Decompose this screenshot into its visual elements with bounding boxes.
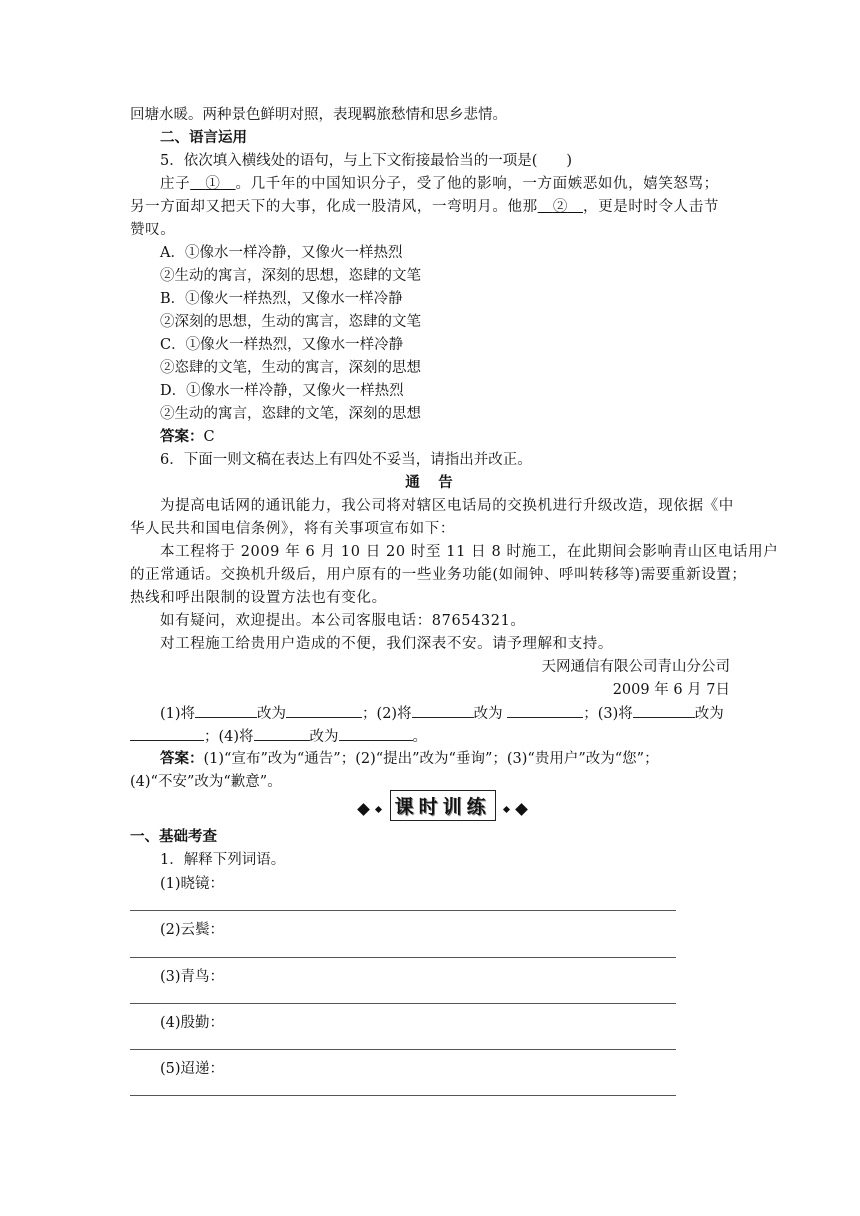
q5-passage-text: 。几千年的中国知识分子，受了他的影响，一方面嫉恶如仇，嬉笑怒骂； bbox=[235, 176, 719, 192]
answer-text: (1)“宣布”改为“通告”；(2)“提出”改为“垂询”；(3)“贵用户”改为“您”； bbox=[203, 751, 659, 767]
q5-option-c1: C．①像火一样热烈，又像水一样冷静 bbox=[160, 337, 404, 353]
section-heading-basic: 一、基础考查 bbox=[130, 828, 217, 845]
q5-passage-line-1 bbox=[160, 173, 719, 195]
q5-answer bbox=[160, 426, 215, 448]
answer-label: 答案： bbox=[160, 750, 204, 767]
q1-item-1: (1)晓镜： bbox=[160, 876, 225, 892]
q6-answer-line-2: (4)“不安”改为“歉意”。 bbox=[130, 774, 282, 790]
section-banner bbox=[0, 790, 860, 820]
fill-blank[interactable] bbox=[412, 702, 474, 718]
q5-option-d2: ②生动的寓言，恣肆的文笔，深刻的思想 bbox=[160, 406, 421, 422]
fill-blank[interactable] bbox=[195, 702, 257, 718]
q5-passage-line-2 bbox=[130, 196, 719, 218]
q5-option-a1: A．①像水一样冷静，又像火一样热烈 bbox=[160, 245, 403, 261]
q1-stem: 1．解释下列词语。 bbox=[160, 852, 286, 868]
answer-rule[interactable] bbox=[130, 1049, 676, 1050]
q5-blank-2: ② bbox=[552, 199, 568, 215]
diamond-icon bbox=[503, 805, 510, 812]
diamond-icon bbox=[515, 803, 528, 816]
notice-line-5: 热线和呼出限制的设置方法也有变化。 bbox=[130, 590, 387, 606]
answer-value: C bbox=[203, 429, 215, 445]
q5-option-b1: B．①像火一样热烈，又像水一样冷静 bbox=[160, 291, 403, 307]
q5-option-b2: ②深刻的思想，生动的寓言，恣肆的文笔 bbox=[160, 314, 421, 330]
q1-item-2: (2)云鬓： bbox=[160, 922, 225, 938]
answer-rule[interactable] bbox=[130, 1003, 676, 1004]
q6-fill-line-2: ；(4)将 改为 。 bbox=[130, 725, 427, 748]
q6-answer-line-1 bbox=[160, 748, 659, 770]
answer-rule[interactable] bbox=[130, 1095, 676, 1096]
notice-signature: 天网通信有限公司青山分公司 bbox=[541, 659, 730, 675]
q5-option-c2: ②恣肆的文笔，生动的寓言，深刻的思想 bbox=[160, 360, 421, 376]
notice-date: 2009 年 6 月 7日 bbox=[612, 682, 730, 698]
fill-blank[interactable] bbox=[339, 725, 413, 741]
q1-item-4: (4)殷勤： bbox=[160, 1015, 225, 1031]
q5-option-d1: D．①像水一样冷静，又像火一样热烈 bbox=[160, 383, 404, 399]
section-heading-language: 二、语言运用 bbox=[160, 129, 247, 146]
q6-fill-line-1: (1)将 改为 ；(2)将 改为 ；(3)将 改为 bbox=[160, 702, 724, 725]
answer-rule[interactable] bbox=[130, 910, 676, 911]
diamond-icon bbox=[357, 803, 370, 816]
notice-line-1: 为提高电话网的通讯能力，我公司将对辖区电话局的交换机进行升级改造，现依据《中 bbox=[160, 498, 734, 514]
fill-blank[interactable] bbox=[633, 702, 695, 718]
banner-title: 课时训练 bbox=[390, 790, 496, 821]
notice-line-4: 的正常通话。交换机升级后，用户原有的一些业务功能(如闹钟、呼叫转移等)需要重新设置； bbox=[130, 567, 747, 583]
diamond-icon bbox=[375, 805, 382, 812]
q5-passage-text: ，更是时时令人击节 bbox=[583, 199, 719, 215]
fill-blank[interactable] bbox=[507, 702, 583, 718]
notice-line-2: 华人民共和国电信条例》，将有关事项宣布如下： bbox=[130, 521, 455, 537]
q5-passage-text: 庄子 bbox=[160, 176, 191, 192]
q5-blank-1: ① bbox=[205, 176, 221, 192]
fill-blank[interactable] bbox=[130, 725, 204, 741]
q1-item-5: (5)迢递： bbox=[160, 1061, 225, 1077]
q5-passage-line-3: 赞叹。 bbox=[130, 222, 176, 238]
notice-line-6: 如有疑问，欢迎提出。本公司客服电话：87654321。 bbox=[160, 613, 526, 629]
q5-option-a2: ②生动的寓言，深刻的思想，恣肆的文笔 bbox=[160, 268, 421, 284]
fill-blank[interactable] bbox=[286, 702, 362, 718]
notice-title: 通 告 bbox=[405, 474, 455, 491]
q5-passage-text: 另一方面却又把天下的大事，化成一股清风，一弯明月。他那 bbox=[130, 199, 538, 215]
notice-line-7: 对工程施工给贵用户造成的不便，我们深表不安。请予理解和支持。 bbox=[160, 636, 613, 652]
answer-label: 答案： bbox=[160, 428, 204, 445]
top-line: 回塘水暖。两种景色鲜明对照，表现羁旅愁情和思乡悲情。 bbox=[130, 107, 507, 123]
q1-item-3: (3)青鸟： bbox=[160, 969, 225, 985]
q6-stem: 6．下面一则文稿在表达上有四处不妥当，请指出并改正。 bbox=[160, 452, 532, 468]
answer-rule[interactable] bbox=[130, 957, 676, 958]
fill-blank[interactable] bbox=[254, 725, 310, 741]
q5-stem: 5．依次填入横线处的语句，与上下文衔接最恰当的一项是( ) bbox=[160, 153, 573, 169]
notice-line-3: 本工程将于 2009 年 6 月 10 日 20 时至 11 日 8 时施工，在此期间会影响青山区电话用户 bbox=[160, 544, 779, 560]
